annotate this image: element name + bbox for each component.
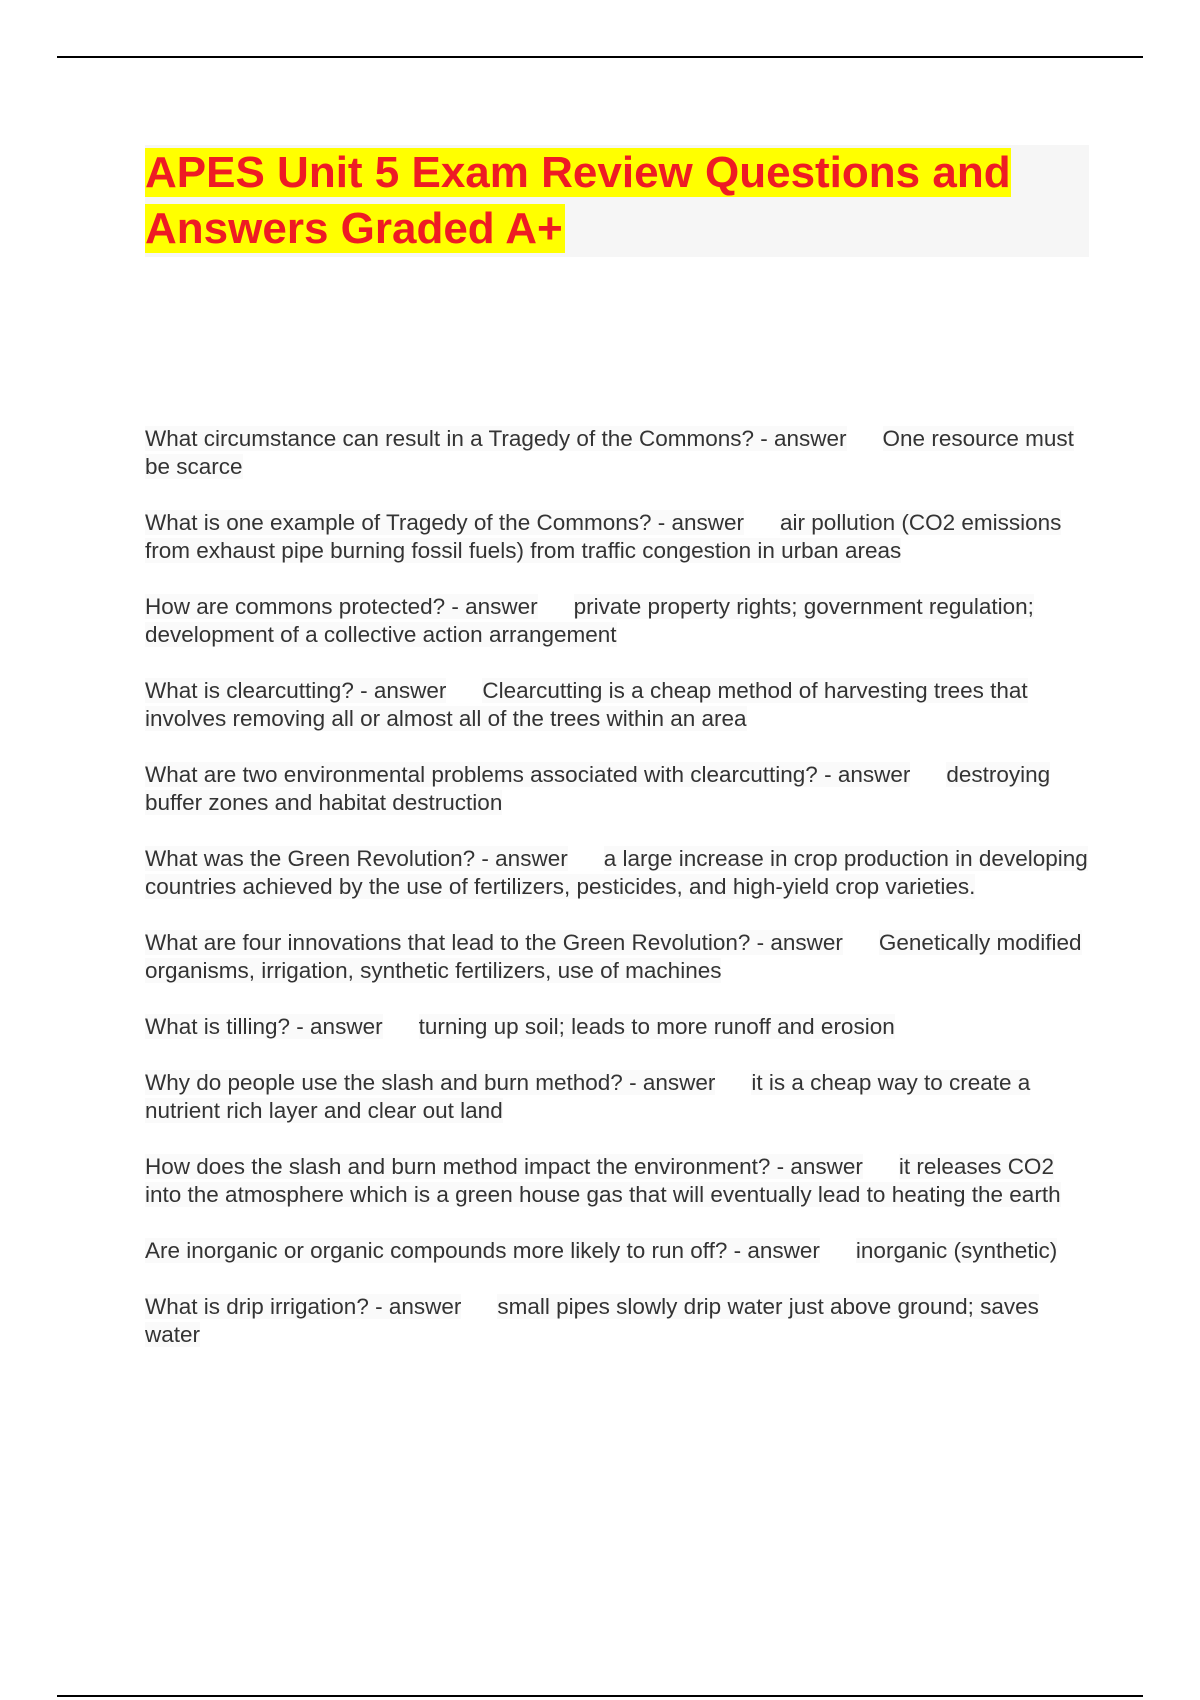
qa-item <box>145 677 1095 733</box>
question-text: Are inorganic or organic compounds more likely to run off? - answer <box>145 1238 820 1263</box>
document-title <box>145 145 1089 257</box>
qa-item <box>145 425 1095 481</box>
answer-text: destroying buffer zones and habitat destruction <box>145 762 1051 815</box>
question-text: What was the Green Revolution? - answer <box>145 846 568 871</box>
qa-item <box>145 929 1095 985</box>
qa-item <box>145 1013 1095 1041</box>
answer-text: air pollution (CO2 emissions from exhaust pipe burning fossil fuels) from traffic congestion in urban areas <box>145 510 1062 563</box>
question-text: What is clearcutting? - answer <box>145 678 447 703</box>
question-text: What is tilling? - answer <box>145 1014 383 1039</box>
qa-item <box>145 1069 1095 1125</box>
answer-text: it releases CO2 into the atmosphere which is a green house gas that will eventually lead to heating the earth <box>145 1154 1061 1207</box>
document-title-text: APES Unit 5 Exam Review Questions and Answers Graded A+ <box>145 148 1011 253</box>
answer-text: private property rights; government regulation; development of a collective action arrangement <box>145 594 1034 647</box>
answer-text: Genetically modified organisms, irrigation, synthetic fertilizers, use of machines <box>145 930 1082 983</box>
title-block <box>145 145 1089 257</box>
question-text: What are two environmental problems associated with clearcutting? - answer <box>145 762 911 787</box>
qa-list <box>145 425 1095 1377</box>
bottom-rule <box>57 1695 1143 1697</box>
question-text: What is drip irrigation? - answer <box>145 1294 462 1319</box>
qa-item <box>145 845 1095 901</box>
qa-item <box>145 1237 1095 1265</box>
top-rule <box>57 56 1143 58</box>
answer-text: Clearcutting is a cheap method of harvesting trees that involves removing all or almost all of the trees within an area <box>145 678 1028 731</box>
qa-item <box>145 1153 1095 1209</box>
question-text: Why do people use the slash and burn method? - answer <box>145 1070 716 1095</box>
answer-text: turning up soil; leads to more runoff and erosion <box>418 1014 895 1039</box>
question-text: What is one example of Tragedy of the Commons? - answer <box>145 510 745 535</box>
answer-text: it is a cheap way to create a nutrient rich layer and clear out land <box>145 1070 1031 1123</box>
qa-item <box>145 509 1095 565</box>
qa-item <box>145 593 1095 649</box>
answer-text: a large increase in crop production in developing countries achieved by the use of fertilizers, pesticides, and high-yield crop varieties. <box>145 846 1088 899</box>
question-text: How are commons protected? - answer <box>145 594 538 619</box>
qa-item <box>145 761 1095 817</box>
question-text: What are four innovations that lead to the Green Revolution? - answer <box>145 930 843 955</box>
question-text: How does the slash and burn method impact the environment? - answer <box>145 1154 863 1179</box>
qa-item <box>145 1293 1095 1349</box>
question-text: What circumstance can result in a Tragedy of the Commons? - answer <box>145 426 847 451</box>
answer-text: inorganic (synthetic) <box>855 1238 1058 1263</box>
answer-text: small pipes slowly drip water just above ground; saves water <box>145 1294 1039 1347</box>
answer-text: One resource must be scarce <box>145 426 1074 479</box>
